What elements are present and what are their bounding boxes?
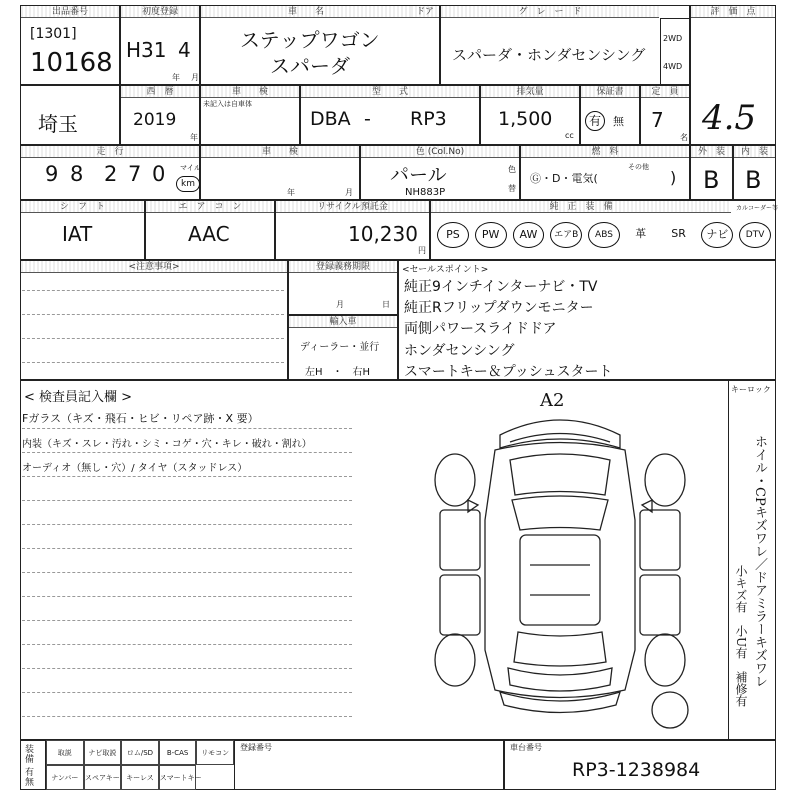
inspector-line-glass: Fガラス（キズ・飛石・ヒビ・リペア跡・X 要） <box>22 412 259 425</box>
drive-cell <box>660 18 690 85</box>
inspector-line <box>22 596 352 597</box>
equipment-item: エアB <box>550 222 582 248</box>
type-prefix: DBA <box>310 108 351 130</box>
frame-number-header: 車台番号 <box>510 743 542 752</box>
sales-point: スマートキー＆プッシュスタート <box>404 364 613 380</box>
reg-number-header: 登録番号 <box>240 743 272 752</box>
inspector-line <box>22 500 352 501</box>
year-suffix: 年 <box>190 133 198 142</box>
first-reg-month: 4 <box>178 38 191 62</box>
bottom-equip-item: ナンバー <box>46 765 84 790</box>
fuel-header: 燃 料 <box>521 146 689 158</box>
model-header: 車 名 <box>201 6 411 18</box>
inspector-line-audio: オーディオ（無し・穴）/ タイヤ（スタッドレス） <box>22 463 248 474</box>
displacement-header: 排気量 <box>481 86 579 98</box>
exterior-grade: B <box>703 166 720 194</box>
mileage-d4: 7 <box>128 162 142 186</box>
reg-deadline-header: 登録義務期限 <box>289 261 397 273</box>
inspector-line <box>22 716 352 717</box>
inspector-line <box>22 452 352 453</box>
inspector-header: < 検査員記入欄 > <box>24 390 133 405</box>
mileage-km-unit: km <box>176 176 200 192</box>
color-change-1: 色 <box>508 165 516 174</box>
inspector-line <box>22 524 352 525</box>
doors-header: ドア <box>411 6 439 18</box>
aircon-value: AAC <box>188 222 230 246</box>
first-reg-year-mark: 年 <box>172 73 180 82</box>
inspector-line <box>22 428 352 429</box>
aircon-header: エ ア コ ン <box>146 201 274 213</box>
warranty-no: 無 <box>613 115 624 128</box>
displacement-unit: cc <box>565 131 574 140</box>
notes-line <box>22 338 284 339</box>
bottom-equip-item: スマートキー <box>159 765 197 790</box>
type-dash: - <box>364 108 371 130</box>
inspection2-year: 年 <box>287 188 295 197</box>
bottom-equip-item: 取説 <box>46 740 84 765</box>
inspection2-header: 車 検 <box>201 146 359 158</box>
shift-header: シ フ ト <box>21 201 144 213</box>
side-note-damage: 小キズ有 小U有 補修有 <box>734 565 748 708</box>
mileage-mile-unit: マイル <box>180 164 201 172</box>
recycle-value: 10,230 <box>348 222 418 246</box>
notes-line <box>22 362 284 363</box>
lot-number: 10168 <box>30 48 113 78</box>
sales-point: 純正9インチインターナビ・TV <box>404 279 598 295</box>
fuel-close: ) <box>670 168 677 187</box>
mileage-d1: 9 <box>45 162 59 186</box>
grade-text: スパーダ・ホンダセンシング <box>452 46 646 64</box>
recycle-unit: 円 <box>418 246 426 255</box>
color-header: 色 (Col.No) <box>361 146 519 158</box>
inspection2-month: 月 <box>345 188 353 197</box>
car-diagram <box>430 400 690 730</box>
inspector-line <box>22 668 352 669</box>
bottom-equip-item: スペアキー <box>84 765 122 790</box>
mileage-header: 走 行 <box>21 146 199 158</box>
grade-header: グ レ ー ド <box>441 6 659 18</box>
region-text: 埼玉 <box>38 112 78 136</box>
bottom-equipment-grid <box>46 740 234 790</box>
year-header: 西 暦 <box>121 86 199 98</box>
first-reg-header: 初度登録 <box>121 6 199 18</box>
inspector-line <box>22 476 352 477</box>
import-handle: 左H ・ 右H <box>305 367 371 378</box>
sales-header: <セールスポイント> <box>402 265 489 275</box>
import-header: 輸入車 <box>289 316 397 328</box>
lot-code: [1301] <box>30 26 77 42</box>
year-value: 2019 <box>133 110 177 130</box>
equipment-item: PS <box>437 222 469 248</box>
equip-label-2: 有無 <box>25 768 35 788</box>
type-code: RP3 <box>410 108 447 130</box>
recycle-header: リサイクル預託金 <box>276 201 429 213</box>
notes-line <box>22 314 284 315</box>
lot-header: 出品番号 <box>21 6 119 18</box>
first-reg-month-mark: 月 <box>191 73 199 82</box>
bottom-equip-item: キーレス <box>121 765 159 790</box>
drive-2wd: 2WD <box>663 34 683 43</box>
model-name-line1: ステップワゴン <box>240 28 380 52</box>
score-header: 評 価 点 <box>691 6 775 18</box>
capacity-header: 定 員 <box>641 86 689 98</box>
equipment-extra-label: カルコーダー等 <box>736 205 779 212</box>
fuel-options: Ⓖ・D・電気( <box>530 172 598 185</box>
bottom-equip-item: ナビ取説 <box>84 740 122 765</box>
bottom-equip-item: ロム/SD <box>121 740 159 765</box>
equipment-item: PW <box>475 222 507 248</box>
score-value: 4.5 <box>702 98 757 138</box>
equip-label: 装備 <box>25 745 35 765</box>
frame-number: RP3-1238984 <box>572 759 701 781</box>
inspector-line <box>22 620 352 621</box>
warranty-header: 保証書 <box>581 86 639 98</box>
diagram-mark: A2 <box>540 390 565 411</box>
sales-point: 両側パワースライドドア <box>404 321 557 337</box>
equipment-header: 純 正 装 備 <box>431 201 731 213</box>
bottom-equip-item: リモコン <box>196 740 234 765</box>
notes-header: <注意事項> <box>21 261 287 273</box>
color-name: パール <box>390 164 447 186</box>
reg-number-cell <box>234 740 504 790</box>
inspector-line <box>22 548 352 549</box>
type-header: 型 式 <box>301 86 479 98</box>
notes-line <box>22 290 284 291</box>
inspector-line-interior: 内装（キズ・スレ・汚れ・シミ・コゲ・穴・キレ・破れ・割れ） <box>22 439 312 450</box>
capacity-unit: 名 <box>680 133 688 142</box>
reg-deadline-day: 日 <box>382 300 390 309</box>
inspector-line <box>22 572 352 573</box>
import-dealer: ディーラー・並行 <box>300 342 380 353</box>
fuel-other: その他 <box>628 163 649 171</box>
sales-point: ホンダセンシング <box>404 343 515 359</box>
mileage-d2: 8 <box>70 162 84 186</box>
equipment-item: 革 <box>635 227 647 240</box>
shift-value: IAT <box>62 222 93 246</box>
mileage-d5: 0 <box>152 162 166 186</box>
color-code: NH883P <box>405 187 446 198</box>
inspection-remark: 未記入は自車体 <box>203 100 252 108</box>
equipment-list <box>434 222 774 252</box>
first-reg-era: H31 <box>126 38 167 62</box>
exterior-header: 外 装 <box>691 146 732 158</box>
equipment-item: ABS <box>588 222 620 248</box>
reg-deadline-month: 月 <box>336 300 344 309</box>
equipment-item: SR <box>671 227 686 240</box>
sales-point: 純正Rフリップダウンモニター <box>404 300 594 316</box>
equipment-item: ナビ <box>701 222 733 248</box>
capacity-value: 7 <box>651 108 664 132</box>
inspector-line <box>22 692 352 693</box>
equipment-item: DTV <box>739 222 771 248</box>
interior-header: 内 装 <box>734 146 775 158</box>
inspection-header: 車 検 <box>201 86 299 98</box>
displacement-value: 1,500 <box>498 108 553 130</box>
inspector-line <box>22 644 352 645</box>
color-change-2: 替 <box>508 184 516 193</box>
bottom-equip-item: B-CAS <box>159 740 197 765</box>
key-lock-header: キーロック <box>731 385 771 394</box>
interior-grade: B <box>745 166 762 194</box>
side-note-wheel: ホイル・CPキズワレ／ドアミラーキズワレ <box>752 435 767 688</box>
model-name-line2: スパーダ <box>270 54 350 78</box>
drive-4wd: 4WD <box>663 62 683 71</box>
mileage-d3: 2 <box>104 162 118 186</box>
equipment-item: AW <box>513 222 545 248</box>
warranty-yes: 有 <box>585 111 605 131</box>
